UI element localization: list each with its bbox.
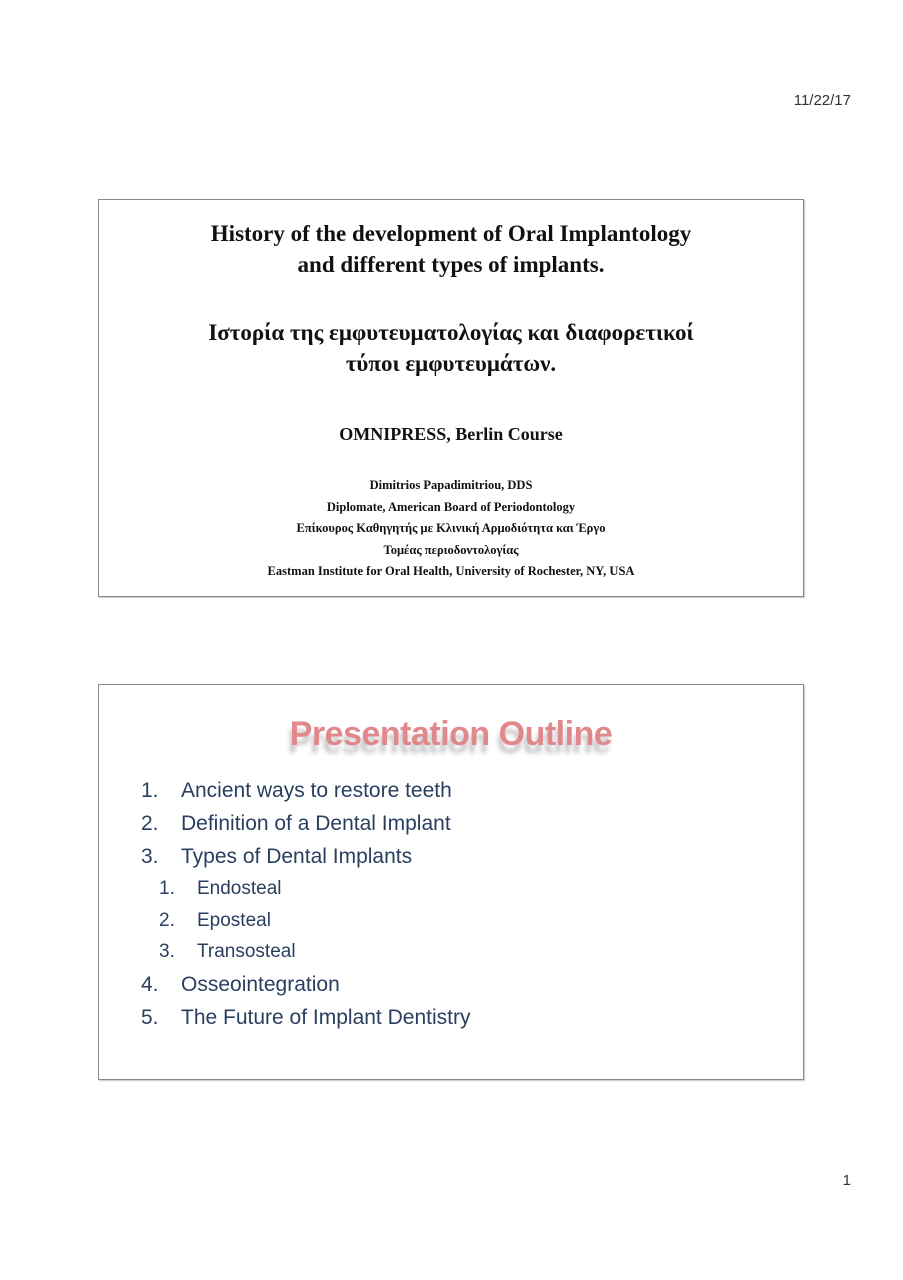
author-credential: Diplomate, American Board of Periodontology [326,499,576,514]
item-label: Ancient ways to restore teeth [181,779,452,802]
slide-title [98,199,804,597]
item-label: Definition of a Dental Implant [181,812,451,835]
item-label: Osseointegration [181,972,340,996]
outline-title: Presentation Outline [289,715,613,753]
slide-title-greek [99,317,803,379]
author-department: Τομέας περιοδοντολογίας [383,542,519,557]
item-label: The Future of Implant Dentistry [181,1005,471,1029]
author-block [99,475,803,583]
item-number: 1. [141,779,159,802]
list-subitem [141,910,470,942]
page-number: 1 [842,1172,851,1189]
title-line: Ιστορία της εμφυτευματολογίας και διαφορετικοί [208,320,694,345]
item-label: Types of Dental Implants [181,845,413,868]
outline-list [141,779,470,1039]
list-item [141,845,470,878]
item-number: 2. [141,812,159,835]
list-subitem [141,878,470,910]
item-number: 3. [159,941,175,962]
list-item [141,812,470,845]
item-number: 4. [141,972,159,996]
list-subitem [141,941,470,973]
list-item [141,1006,470,1039]
slide-outline [98,684,804,1080]
list-item [141,973,470,1006]
course-name: OMNIPRESS, Berlin Course [339,424,563,444]
author-name: Dimitrios Papadimitriou, DDS [369,478,533,492]
item-label: Eposteal [197,909,271,931]
header-date: 11/22/17 [793,92,851,109]
item-number: 5. [141,1005,159,1029]
item-label: Transosteal [197,941,296,962]
slide-title-english [99,218,803,280]
item-number: 2. [159,909,175,931]
title-line: and different types of implants. [297,252,605,277]
list-item [141,779,470,812]
author-position: Επίκουρος Καθηγητής με Κλινική Αρμοδιότητα και Έργο [296,521,606,535]
author-institution: Eastman Institute for Oral Health, University of Rochester, NY, USA [267,564,635,578]
title-line: History of the development of Oral Implantology [210,221,692,246]
item-label: Endosteal [197,878,282,899]
item-number: 1. [159,878,175,899]
title-line: τύποι εμφυτευμάτων. [345,351,557,376]
item-number: 3. [141,845,159,868]
